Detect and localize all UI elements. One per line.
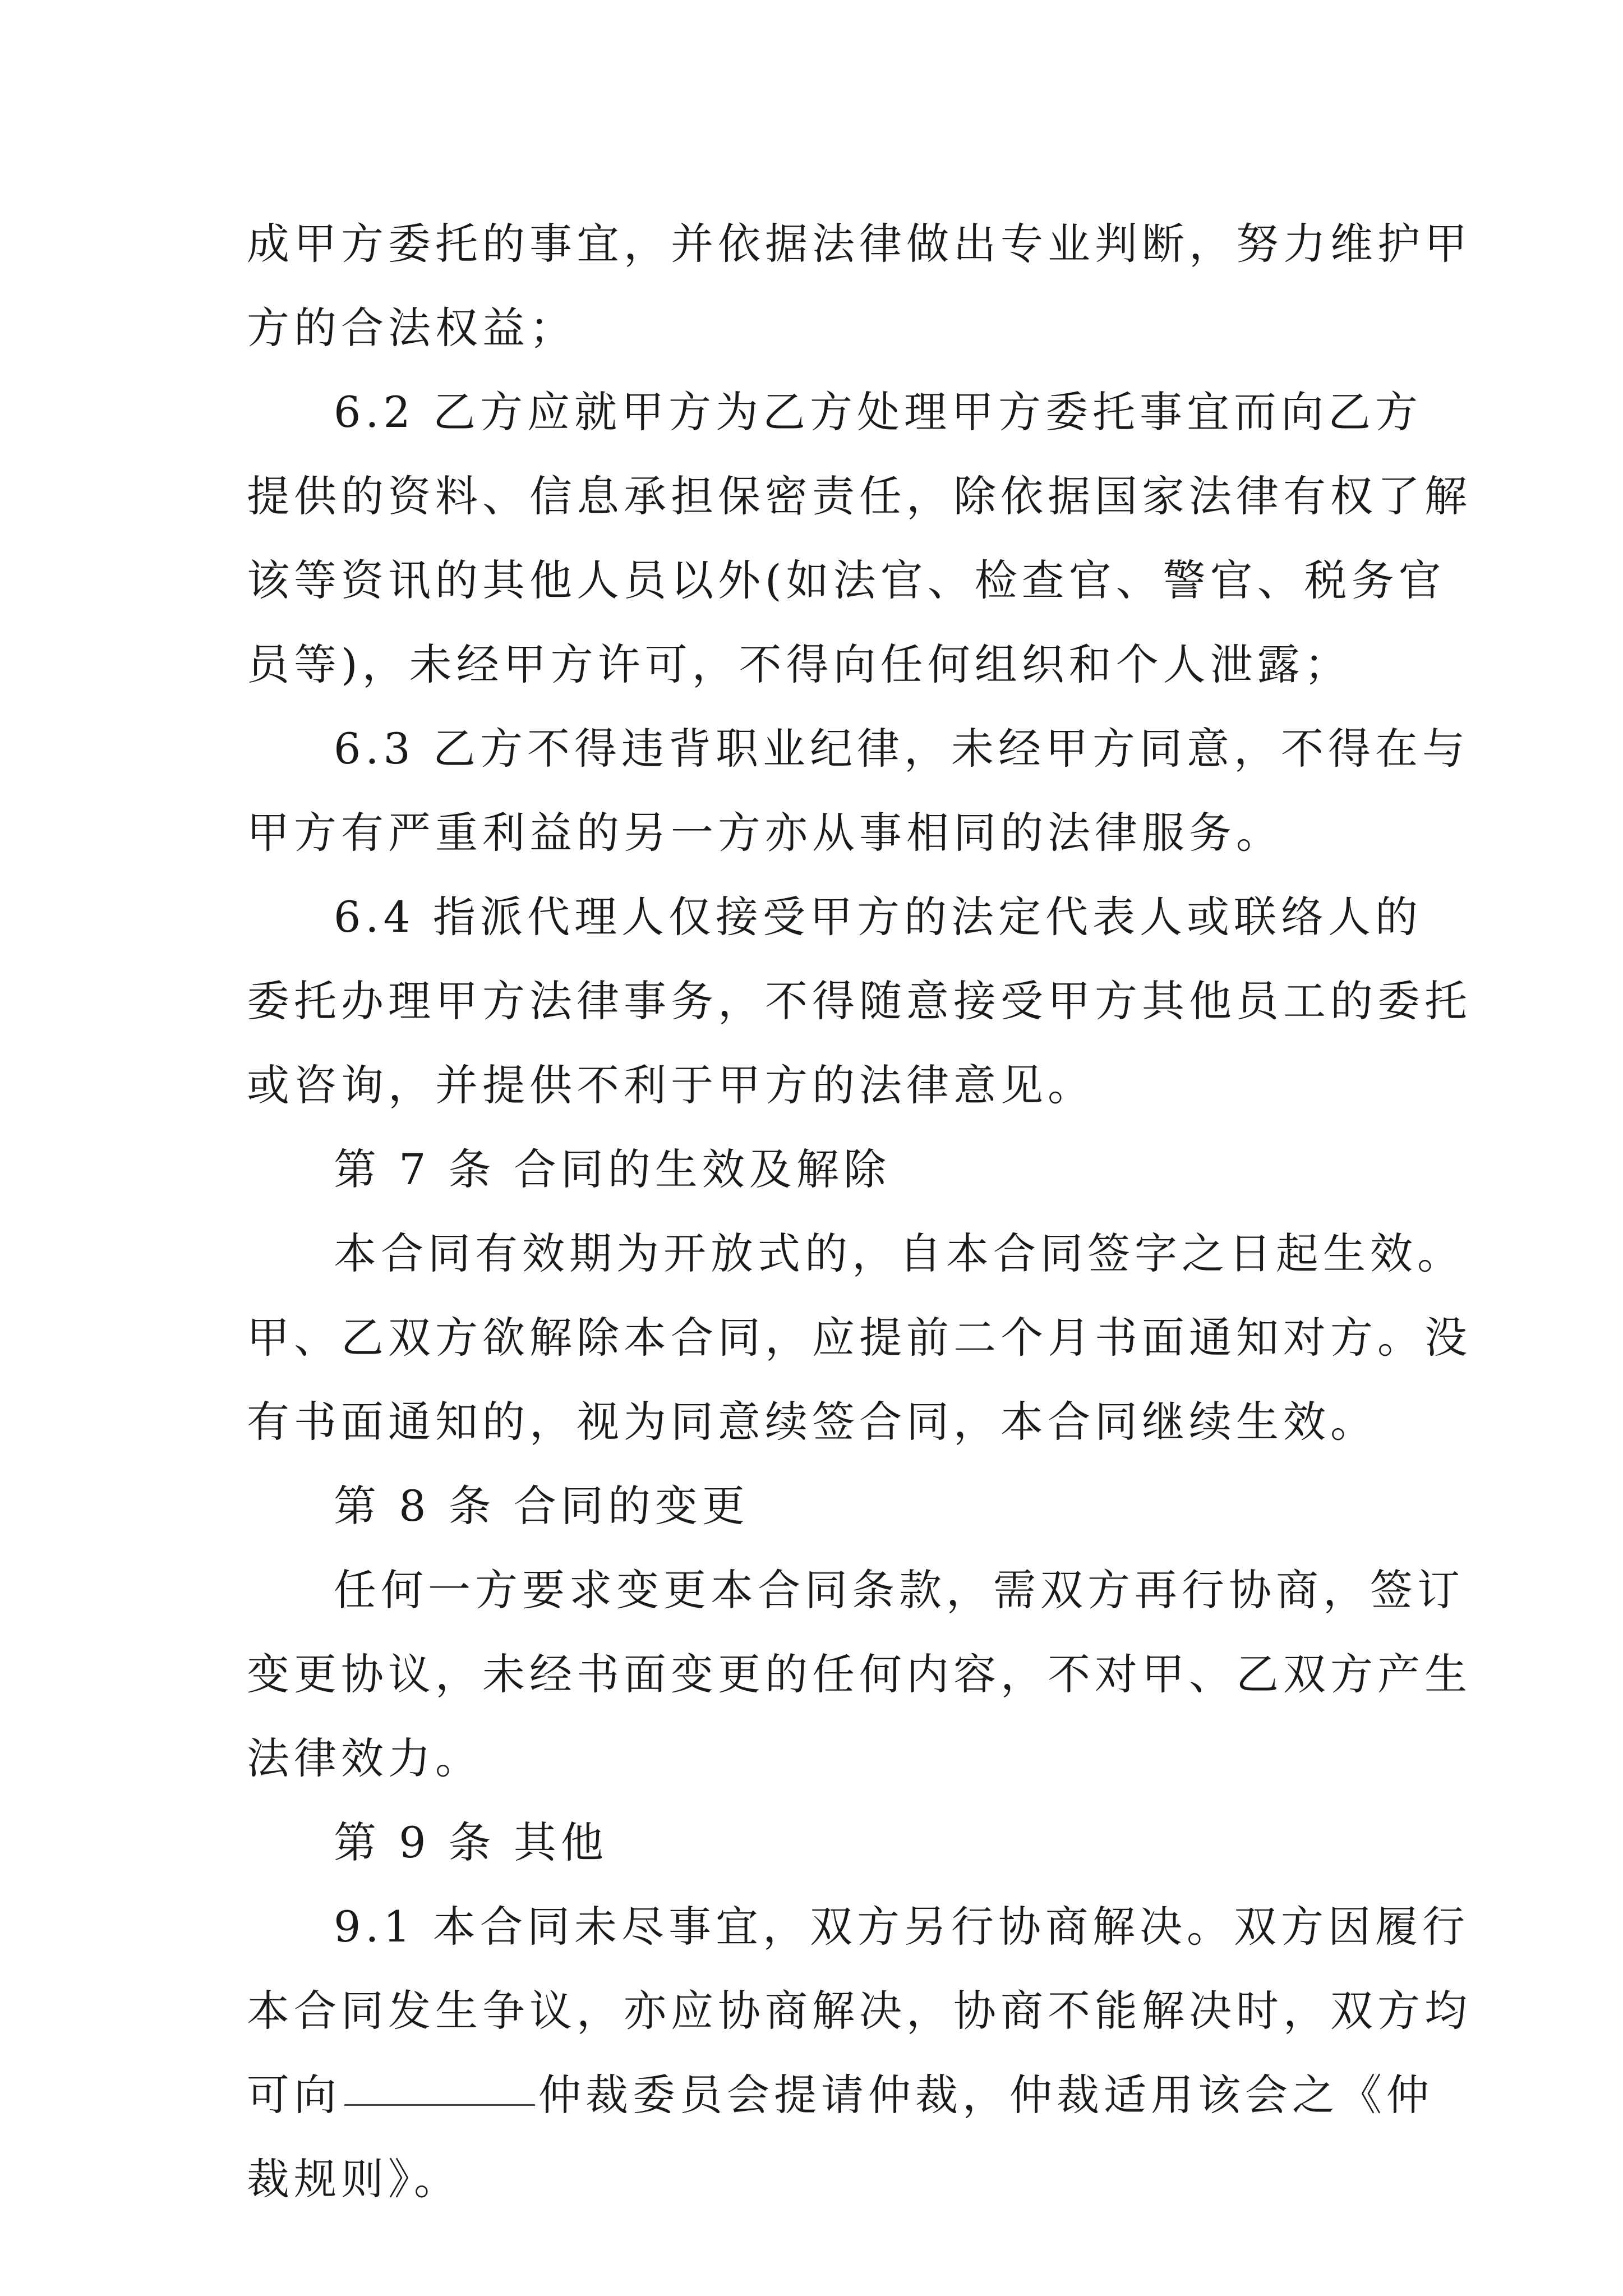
clause-6-3-line-2: 甲方有严重利益的另一方亦从事相同的法律服务。 xyxy=(247,808,1283,858)
clause-6-4-line-2: 委托办理甲方法律事务，不得随意接受甲方其他员工的委托 xyxy=(247,976,1472,1026)
clause-6-4-line-1: 6.4 指派代理人仅接受甲方的法定代表人或联络人的 xyxy=(334,892,1423,942)
article-8-heading: 第 8 条 合同的变更 xyxy=(334,1481,749,1531)
article-7-heading: 第 7 条 合同的生效及解除 xyxy=(334,1144,891,1194)
article-9-heading: 第 9 条 其他 xyxy=(334,1818,608,1867)
clause-6-2-line-2: 提供的资料、信息承担保密责任，除依据国家法律有权了解 xyxy=(247,471,1472,521)
clause-9-1-line-1: 9.1 本合同未尽事宜，双方另行协商解决。双方因履行 xyxy=(334,1902,1470,1952)
article-8-line-2: 变更协议，未经书面变更的任何内容，不对甲、乙双方产生 xyxy=(247,1649,1472,1699)
article-7-line-3: 有书面通知的，视为同意续签合同，本合同继续生效。 xyxy=(247,1397,1377,1447)
clause-6-2-line-3: 该等资讯的其他人员以外(如法官、检查官、警官、税务官 xyxy=(247,555,1446,605)
clause-9-1-line-4: 裁规则》。 xyxy=(247,2154,461,2204)
clause-6-4-line-3: 或咨询，并提供不利于甲方的法律意见。 xyxy=(247,1060,1095,1110)
article-7-line-1: 本合同有效期为开放式的，自本合同签字之日起生效。 xyxy=(334,1228,1464,1278)
article-8-line-3: 法律效力。 xyxy=(247,1733,482,1783)
text-line-2: 方的合法权益； xyxy=(247,303,577,353)
arbitration-blank-underline xyxy=(344,2103,535,2106)
clause-6-3-line-1: 6.3 乙方不得违背职业纪律，未经甲方同意，不得在与 xyxy=(334,724,1470,774)
clause-9-1-suffix: 仲裁委员会提请仲裁，仲裁适用该会之《仲 xyxy=(538,2070,1433,2120)
clause-9-1-prefix: 可向 xyxy=(247,2070,341,2120)
clause-6-2-line-4: 员等)，未经甲方许可，不得向任何组织和个人泄露； xyxy=(247,639,1352,689)
article-8-line-1: 任何一方要求变更本合同条款，需双方再行协商，签订 xyxy=(334,1565,1464,1615)
clause-6-2-line-1: 6.2 乙方应就甲方为乙方处理甲方委托事宜而向乙方 xyxy=(334,387,1423,437)
article-7-line-2: 甲、乙双方欲解除本合同，应提前二个月书面通知对方。没 xyxy=(247,1313,1472,1363)
clause-9-1-line-2: 本合同发生争议，亦应协商解决，协商不能解决时，双方均 xyxy=(247,1986,1472,2036)
clause-9-1-line-3 xyxy=(247,2053,1433,2137)
text-line-1: 成甲方委托的事宜，并依据法律做出专业判断，努力维护甲 xyxy=(247,219,1472,269)
